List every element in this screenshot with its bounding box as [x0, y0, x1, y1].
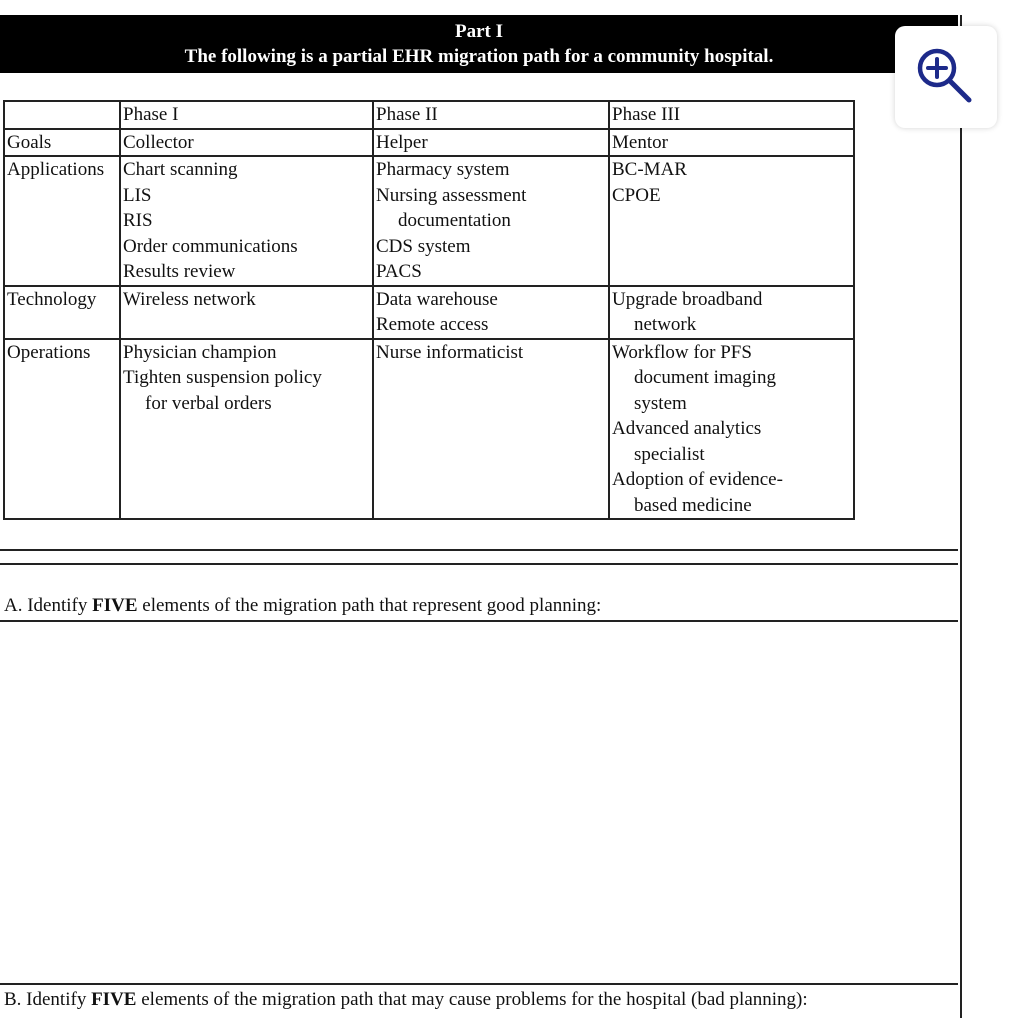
table-row [4, 156, 854, 286]
cell-line: Results review [123, 261, 236, 282]
zoom-in-icon [913, 44, 979, 110]
question-a-suffix: elements of the migration path that represent good planning: [137, 595, 602, 616]
table-header-cell: Phase III [609, 101, 854, 129]
part-subtitle: The following is a partial EHR migration path for a community hospital. [184, 46, 774, 67]
cell-line: CDS system [376, 235, 471, 257]
cell-line: Tighten suspension policy [123, 367, 322, 388]
cell-line: LIS [123, 184, 152, 206]
table-header-cell: Phase II [373, 101, 609, 129]
cell-line: Data warehouse [376, 288, 498, 310]
cell-line: PACS [376, 261, 422, 282]
row-label: Operations [4, 339, 120, 520]
cell-line: Wireless network [123, 288, 256, 310]
table-row [4, 286, 854, 339]
row-label: Applications [4, 156, 120, 286]
table-cell [609, 156, 854, 286]
table-row [4, 129, 854, 157]
question-a-emphasis: FIVE [92, 595, 138, 616]
migration-path-table [3, 100, 855, 520]
cell-line: Chart scanning [123, 159, 238, 180]
table-cell [609, 286, 854, 339]
section-divider [0, 563, 958, 565]
section-divider [0, 549, 958, 551]
cell-line: Remote access [376, 314, 489, 335]
cell-line: Pharmacy system [376, 159, 510, 180]
migration-path-table-container [3, 100, 855, 520]
cell-line: specialist [634, 443, 705, 465]
cell-line: CPOE [612, 184, 661, 206]
cell-line: for verbal orders [145, 392, 272, 414]
cell-line: Mentor [612, 131, 668, 153]
table-cell [120, 129, 373, 157]
cell-line: Order communications [123, 235, 298, 257]
cell-line: based medicine [634, 494, 752, 516]
cell-line: Upgrade broadband [612, 288, 763, 310]
row-label: Technology [4, 286, 120, 339]
cell-line: BC-MAR [612, 159, 687, 180]
cell-line: Advanced analytics [612, 418, 762, 439]
worksheet [0, 15, 962, 1018]
question-b-emphasis: FIVE [91, 989, 137, 1010]
table-cell [120, 339, 373, 520]
table-header-cell [4, 101, 120, 129]
question-b-suffix: elements of the migration path that may cause problems for the hospital (bad planning): [136, 989, 808, 1010]
zoom-in-button[interactable] [895, 26, 997, 128]
table-cell [609, 339, 854, 520]
question-b-prefix: B. Identify [4, 989, 92, 1010]
table-row [4, 339, 854, 520]
table-cell [120, 156, 373, 286]
table-cell [373, 339, 609, 520]
table-cell [373, 156, 609, 286]
cell-line: RIS [123, 210, 153, 231]
answer-area-top [0, 620, 958, 622]
cell-line: Workflow for PFS [612, 341, 752, 363]
cell-line: document imaging [634, 367, 776, 388]
cell-line: network [634, 314, 697, 335]
table-header-cell: Phase I [120, 101, 373, 129]
cell-line: Helper [376, 131, 428, 153]
table-header-row [4, 101, 854, 129]
cell-line: documentation [398, 210, 511, 231]
cell-line: Nurse informaticist [376, 341, 524, 363]
table-cell [609, 129, 854, 157]
question-a [4, 595, 601, 617]
question-a-prefix: A. Identify [4, 595, 93, 616]
part-title: Part I [454, 21, 503, 42]
cell-line: Collector [123, 131, 194, 153]
cell-line: system [634, 392, 687, 414]
cell-line: Nursing assessment [376, 184, 527, 206]
table-cell [120, 286, 373, 339]
cell-line: Adoption of evidence- [612, 469, 783, 490]
row-label: Goals [4, 129, 120, 157]
table-cell [373, 129, 609, 157]
part-header [0, 15, 958, 73]
table-cell [373, 286, 609, 339]
answer-area-bottom [0, 983, 958, 985]
question-b [4, 989, 808, 1011]
cell-line: Physician champion [123, 341, 277, 363]
